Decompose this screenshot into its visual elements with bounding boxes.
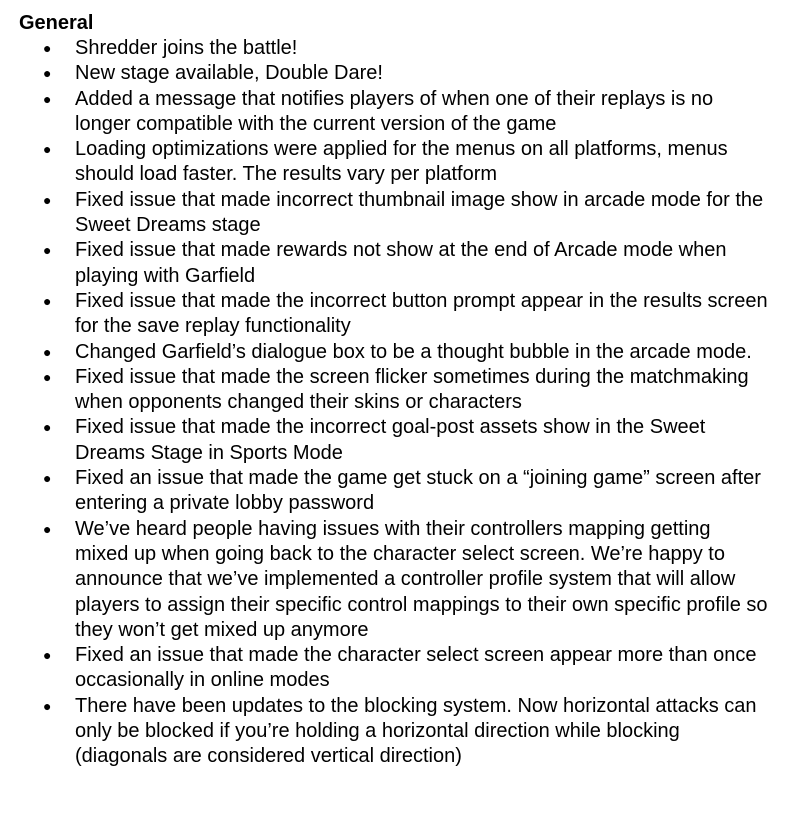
note-text: Fixed issue that made the incorrect button prompt appear in the results screen for the save replay functionality	[75, 289, 768, 338]
bullet-icon: ●	[43, 647, 52, 664]
list-item	[19, 415, 769, 466]
note-text: Fixed an issue that made the character select screen appear more than once occasionally in online modes	[75, 644, 757, 692]
bullet-icon: ●	[43, 141, 52, 158]
bullet-icon: ●	[43, 470, 52, 487]
bullet-icon: ●	[43, 368, 52, 385]
list-item	[19, 87, 769, 138]
note-text: There have been updates to the blocking system. Now horizontal attacks can only be blocked if you’re holding a horizontal direction while blocking (diagonals are considered vertical direction)	[75, 694, 757, 768]
note-text: Fixed issue that made the incorrect goal-post assets show in the Sweet Dreams Stage in Sports Mode	[75, 416, 706, 464]
note-text: Changed Garfield’s dialogue box to be a thought bubble in the arcade mode.	[75, 340, 752, 363]
list-item	[19, 517, 769, 643]
section-heading: General	[19, 12, 94, 34]
note-text: Shredder joins the battle!	[75, 37, 298, 59]
bullet-icon: ●	[43, 65, 52, 82]
patch-notes-list	[19, 36, 769, 770]
list-item	[19, 188, 769, 239]
list-item	[19, 137, 769, 188]
bullet-icon: ●	[43, 191, 52, 208]
list-item	[19, 643, 769, 694]
note-text: Added a message that notifies players of when one of their replays is no longer compatible with the current version of the game	[75, 87, 714, 135]
bullet-icon: ●	[43, 40, 52, 56]
note-text: Loading optimizations were applied for the menus on all platforms, menus should load faster. The results vary per platform	[75, 138, 728, 186]
note-text: New stage available, Double Dare!	[75, 62, 383, 85]
list-item	[19, 289, 769, 340]
bullet-icon: ●	[43, 419, 52, 436]
note-text: We’ve heard people having issues with their controllers mapping getting mixed up when going back to the character select screen. We’re happy to announce that we’ve implemented a controller profile system that will allow players to assign their specific control mappings to their own specific profile so they won’t get mixed up anymore	[75, 517, 768, 641]
list-item	[19, 365, 769, 416]
list-item	[19, 61, 769, 86]
note-text: Fixed an issue that made the game get stuck on a “joining game” screen after entering a private lobby password	[75, 467, 761, 515]
bullet-icon: ●	[43, 520, 52, 537]
list-item	[19, 238, 769, 289]
note-text: Fixed issue that made the screen flicker sometimes during the matchmaking when opponents changed their skins or characters	[75, 365, 749, 414]
list-item	[19, 466, 769, 517]
list-item	[19, 340, 769, 365]
list-item	[19, 36, 769, 61]
list-item	[19, 694, 769, 770]
note-text: Fixed issue that made incorrect thumbnail image show in arcade mode for the Sweet Dreams stage	[75, 188, 764, 237]
bullet-icon: ●	[43, 343, 52, 360]
bullet-icon: ●	[43, 90, 52, 107]
bullet-icon: ●	[43, 242, 52, 259]
patch-notes-document	[19, 11, 769, 770]
note-text: Fixed issue that made rewards not show at the end of Arcade mode when playing with Garfield	[75, 239, 727, 287]
bullet-icon: ●	[43, 292, 52, 309]
bullet-icon: ●	[43, 697, 52, 714]
